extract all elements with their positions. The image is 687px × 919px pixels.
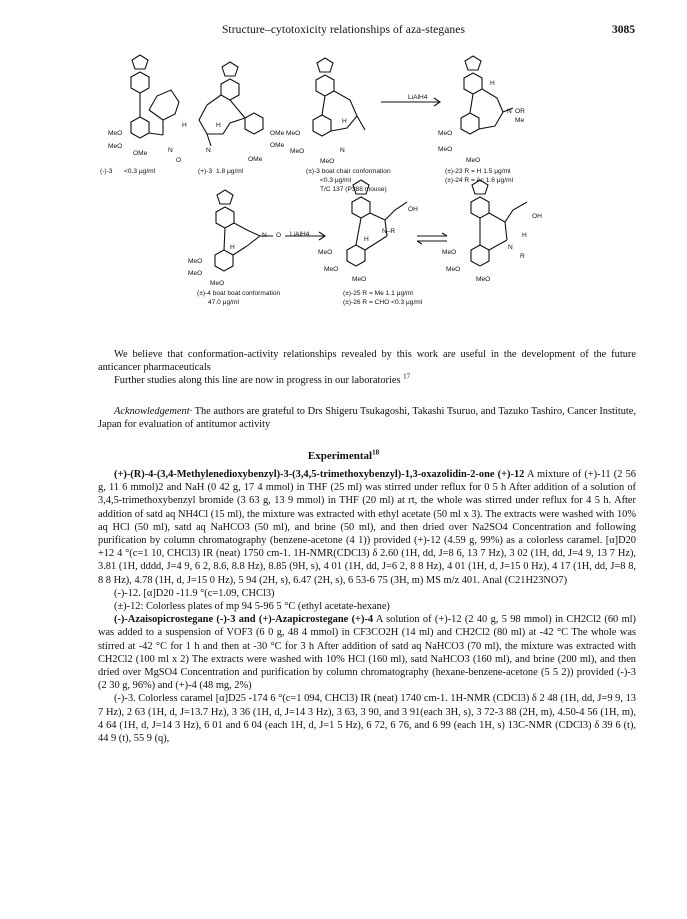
compound-25-26-conformer-structure bbox=[471, 180, 527, 266]
further-studies-text bbox=[98, 374, 636, 387]
compound-lines-c6-2: (±)-26 R = CHO <0.3 μg/ml bbox=[343, 299, 423, 306]
compound-note-c3: T/C 137 (P388 mouse) bbox=[320, 186, 387, 193]
subst-c7-4: OH bbox=[532, 213, 542, 220]
atom-n-3: N bbox=[340, 147, 345, 154]
subst-c2-2: OMe bbox=[270, 142, 285, 149]
compound-rac-4-structure bbox=[215, 190, 273, 271]
subst-c7-7: R bbox=[520, 253, 525, 260]
experimental-heading bbox=[0, 450, 687, 462]
subst-c4-5: Me bbox=[515, 117, 525, 124]
subst-c4-2: MeO bbox=[438, 146, 453, 153]
acknowledgement-label: Acknowledgement· bbox=[114, 406, 193, 417]
subst-c2-1: OMe bbox=[270, 130, 285, 137]
atom-h-6: H bbox=[364, 236, 369, 243]
reagent-label-1: LiAlH4 bbox=[408, 94, 428, 101]
paragraph-conclusion bbox=[98, 348, 636, 388]
experimental-section bbox=[98, 468, 636, 745]
reference-18: 18 bbox=[372, 448, 380, 457]
reagent-label-2: LiAlH4 bbox=[290, 231, 310, 238]
subst-c4-3: MeO bbox=[466, 157, 481, 164]
subst-c1-1: MeO bbox=[108, 130, 123, 137]
atom-n-4: N bbox=[507, 108, 512, 115]
subst-c5-2: MeO bbox=[188, 270, 203, 277]
compound-12-procedure: A mixture of (+)-11 (2 56 g, 11 6 mmol)2 and NaH (0 42 g, 17 4 mmol) in THF (25 ml) was stirred under reflux for 0 5 h After addition of a solution of 3,4,5-trimethoxybenzyl bromide (3 63 g, 13 9 mmol) in THF (20 ml) at rt, the whole was stirred under reflux for 4 5 h. After addition of satd aq NH4Cl (15 ml), the mixture was extracted with ethyl acetate (50 ml x 3). The extracts were washed with 10% aq HCl (50 ml), satd aq NaHCO3 (50 ml), and brine (50 ml), and then dried over Na2SO4 Concentration and following purification by column chromatography (benzene-acetone (4 1)) provided (+)-12 (4.59 g, 99%) as a colorless caramel. [α]D20 +12 4 °(c=1 10, CHCl3) IR (neat) 1750 cm-1. 1H-NMR(CDCl3) δ 2.60 (1H, dd, J=8 6, 13 7 Hz), 3 02 (1H, dd, J=4 9, 13 7 Hz), 3.81 (1H, dddd, J=4 9, 6 2, 8.6, 8.8 Hz), 8.85 (9H, s), 4 01 (1H, dd, J=6 2, 8 8 Hz), 4 01 (1H, d, J=15 0 Hz), 4 17 (1H, dd, J=8 8, 8 8 Hz), 4.78 (1H, d, J=15 0 Hz), 5 94 (2H, s), 6.47 (2H, s), 6 53-6 75 (3H, m) MS m/z 401. Anal (C21H23NO7) bbox=[98, 469, 636, 586]
subst-c7-6: N bbox=[508, 244, 513, 251]
subst-c3-3: MeO bbox=[320, 158, 335, 165]
equilibrium-arrows bbox=[417, 233, 447, 244]
conclusion-text: We believe that conformation-activity relationships revealed by this work are useful in the development of the future anticancer pharmaceuticals bbox=[98, 349, 636, 374]
compound-lines-c4-2: (±)-24 R = Ac 1.6 μg/ml bbox=[445, 177, 514, 184]
subst-c6-4: OH bbox=[408, 206, 418, 213]
atom-h-4: H bbox=[490, 80, 495, 87]
subst-c5-1: MeO bbox=[188, 258, 203, 265]
running-header-title: Structure–cytotoxicity relationships of aza-steganes bbox=[221, 24, 466, 36]
subst-c4-1: MeO bbox=[438, 130, 453, 137]
compound-lines-c6-1: (±)-25 R = Me 1.1 μg/ml bbox=[343, 290, 413, 297]
atom-o-1: O bbox=[176, 157, 182, 164]
acknowledgement-text: The authors are grateful to Drs Shigeru Tsukagoshi, Takashi Tsuruo, and Tazuko Tashiro, Cancer Institute, Japan for evaluation of antitumor activity bbox=[98, 406, 636, 431]
compound-plus-3-structure bbox=[199, 62, 263, 146]
subst-c7-3: MeO bbox=[476, 276, 491, 283]
subst-c6-3: MeO bbox=[352, 276, 367, 283]
compound-activity-c2: 1.8 μg/ml bbox=[216, 168, 244, 175]
atom-o-5: O bbox=[276, 232, 282, 239]
compound-lines-c4-1: (±)-23 R = H 1.5 μg/ml bbox=[445, 168, 511, 175]
compound-label-c3: (±)-3 boat chair conformation bbox=[306, 168, 391, 175]
atom-h-1: H bbox=[182, 122, 187, 129]
acknowledgement bbox=[98, 405, 636, 431]
azastegane-title: (-)-Azaisopicrostegane (-)-3 and (+)-Azapicrostegane (+)-4 bbox=[114, 614, 374, 626]
subst-c6-2: MeO bbox=[324, 266, 339, 273]
compound-minus-12-data: (-)-12. [α]D20 -11.9 °(c=1.09, CHCl3) bbox=[114, 587, 275, 599]
subst-c7-1: MeO bbox=[442, 249, 457, 256]
subst-c2-3: OMe bbox=[248, 156, 263, 163]
reference-17: 17 bbox=[403, 372, 411, 381]
subst-c7-5: H bbox=[522, 232, 527, 239]
subst-c3-2: MeO bbox=[290, 148, 305, 155]
subst-c6-1: MeO bbox=[318, 249, 333, 256]
page-number: 3085 bbox=[612, 24, 635, 36]
compound-label-c5: (±)-4 boat boat conformation bbox=[197, 290, 281, 297]
compound-label-c2: (+)-3 bbox=[198, 168, 213, 175]
compound-activity-c5: 47.0 μg/ml bbox=[208, 299, 239, 306]
subst-c1-3: OMe bbox=[133, 150, 148, 157]
experimental-heading-text: Experimental bbox=[307, 450, 373, 462]
compound-activity-c1: <0.3 μg/ml bbox=[124, 168, 156, 175]
atom-h-5: H bbox=[230, 244, 235, 251]
subst-c6-5: N–R bbox=[382, 228, 396, 235]
atom-n-2: N bbox=[206, 147, 211, 154]
compound-minus-3-data: (-)-3. Colorless caramel [α]D25 -174 6 °(c=1 094, CHCl3) IR (neat) 1740 cm-1. 1H-NMR (CDCl3) δ 2 48 (1H, dd, J=9 9, 13 7 Hz), 2 63 (1H, d, J=13.7 Hz), 3 36 (1H, d, J=14 3 Hz), 3 63, 3 90, and 3 91(each 3H, s), 3 72-3 88 (2H, m), 4.50-4 56 (1H, m), 4 64 (1H, d, J=14 3 Hz), 6 01 and 6 04 (each 1H, d, J=1 5 Hz), 6 72, 6 76, and 6 99 (each 1H, s) 13C-NMR (CDCl3) δ 39 6 (t), 44 9 (t), 55 9 (q), bbox=[98, 693, 636, 745]
subst-c4-4: OR bbox=[515, 108, 525, 115]
subst-c3-1: MeO bbox=[286, 130, 301, 137]
compound-activity-c3: <0.3 μg/ml bbox=[320, 177, 352, 184]
compound-rac-12-data: (±)-12: Colorless plates of mp 94 5-96 5 °C (ethyl acetate-hexane) bbox=[114, 601, 390, 613]
compound-rac-3-structure bbox=[313, 58, 365, 136]
compound-12-title: (+)-(R)-4-(3,4-Methylenedioxybenzyl)-3-(3,4,5-trimethoxybenzyl)-1,3-oxazolidin-2-one (+)-12 bbox=[114, 469, 525, 480]
compound-minus-3-structure bbox=[131, 55, 179, 138]
atom-h-3: H bbox=[342, 118, 347, 125]
subst-c7-2: MeO bbox=[446, 266, 461, 273]
compound-label-c1: (-)-3 bbox=[100, 168, 113, 175]
atom-n-5: N bbox=[262, 232, 267, 239]
azastegane-procedure: A solution of (+)-12 (2 40 g, 5 98 mmol) in CH2Cl2 (60 ml) was added to a suspension of VOF3 (6 0 g, 48 4 mmol) in CF3CO2H (14 ml) and CH2Cl2 (80 ml) at -42 °C The whole was stirred at -42 °C for 1 h and then at -30 °C for 3 h After addition of satd aq NaHCO3 (70 ml), the mixture was extracted with CH2Cl2 (100 ml x 2) The extracts were washed with 10% HCl (160 ml), satd NaHCO3 (160 ml), and brine (200 ml), and then dried over MgSO4 Concentration and purification by column chromatography (hexane-benzene-acetone (5 5 2)) provided (-)-3 (2 30 g, 96%) and (+)-4 (48 mg, 2%) bbox=[98, 614, 636, 692]
atom-n-1: N bbox=[168, 147, 173, 154]
subst-c5-3: MeO bbox=[210, 280, 225, 287]
further-studies-sentence: Further studies along this line are now in progress in our laboratories bbox=[114, 375, 401, 387]
compound-23-24-structure bbox=[461, 56, 513, 134]
subst-c1-2: MeO bbox=[108, 143, 123, 150]
atom-h-2: H bbox=[216, 122, 221, 129]
